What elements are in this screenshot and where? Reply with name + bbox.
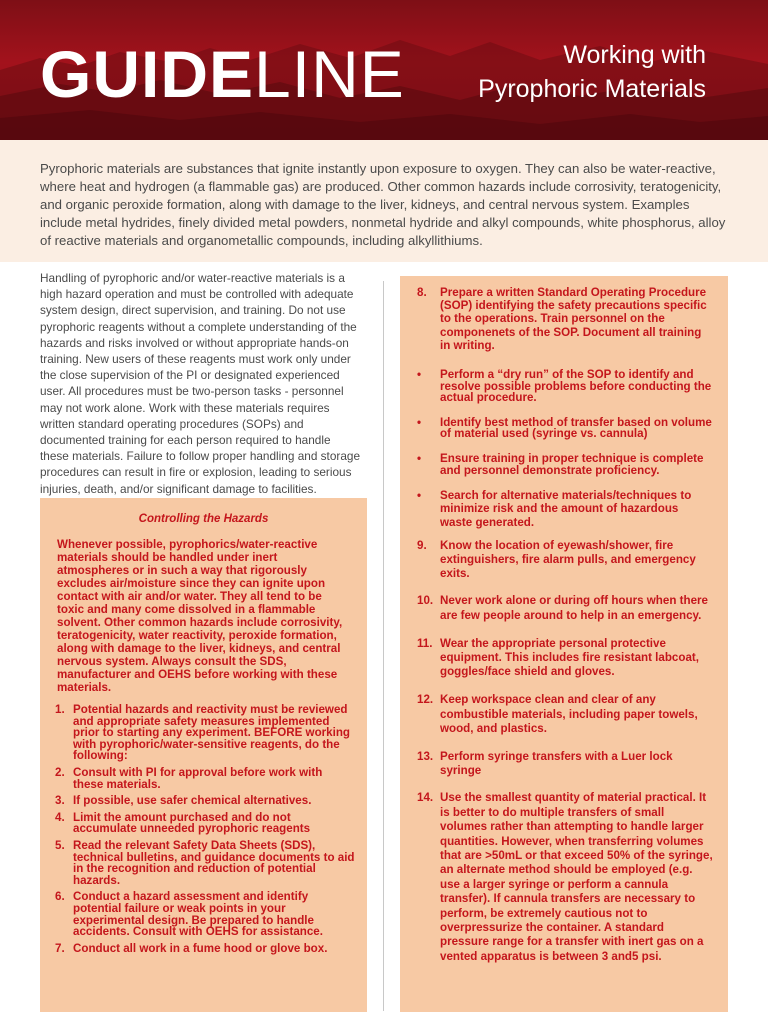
item-number: 4.: [55, 810, 65, 824]
column-divider: [383, 281, 384, 1011]
list-item: [417, 594, 713, 622]
controlling-hazards-box: [40, 498, 367, 1012]
item-text: Know the location of eyewash/shower, fire extinguishers, fire alarm pulls, and emergency exits.: [440, 538, 696, 581]
item-number: 8.: [417, 286, 427, 299]
item-text: Search for alternative materials/techniques to minimize risk and the amount of hazardous waste generated.: [440, 489, 692, 529]
item-text: Never work alone or during off hours when there are few people around to help in an emergency.: [440, 594, 708, 622]
list-item: [417, 750, 713, 778]
item-text: Prepare a written Standard Operating Procedure (SOP) identifying the safety precautions specific to the operations. Train personnel on the componenets of the SOP. Document all training in writing.: [440, 286, 707, 352]
item-number: 7.: [55, 941, 65, 955]
item-number: 2.: [55, 765, 65, 779]
list-item: [417, 693, 713, 736]
item-number: 13.: [417, 750, 434, 764]
item-text: Potential hazards and reactivity must be reviewed and appropriate safety measures implemented prior to starting any experiment. BEFORE working with pyrophoric/water-sensitive reagents, do the following:: [73, 703, 351, 763]
item-number: 12.: [417, 693, 434, 707]
list-item: [417, 286, 713, 352]
hazards-list: [55, 704, 355, 959]
hazards-intro: Whenever possible, pyrophorics/water-reactive materials should be handled under inert atmospheres or in such a way that rigorously excludes air/moisture since they can ignite upon contact with air and/or water. They all tend to be toxic and many come dissolved in a flammable solvent. Other common hazards include corrosivity, teratogenicity, water reactivity, peroxide formation, along with damage to the liver, kidneys, and central nervous system. Always consult the SDS, manufacturer and OEHS before working with these materials.: [57, 538, 343, 694]
item-text: Read the relevant Safety Data Sheets (SDS), technical bulletins, and guidance documents to aid in the recognition and reduction of potential hazards.: [73, 838, 355, 887]
item-number: 3.: [55, 794, 65, 808]
item-text: Limit the amount purchased and do not accumulate unneeded pyrophoric reagents: [73, 810, 311, 836]
item-text: Perform syringe transfers with a Luer lock syringe: [440, 750, 673, 778]
procedures-list: [417, 286, 713, 964]
item-text: Wear the appropriate personal protective equipment. This includes fire resistant labcoat, goggles/face shield and gloves.: [440, 636, 699, 679]
item-text: If possible, use safer chemical alternatives.: [73, 794, 312, 808]
list-item: [55, 943, 355, 955]
hazards-heading: Controlling the Hazards: [138, 513, 269, 525]
list-item: [417, 539, 713, 582]
item-text: Consult with PI for approval before work with these materials.: [73, 765, 323, 791]
item-text: Perform a “dry run” of the SOP to identify and resolve possible problems before conducting the actual procedure.: [440, 368, 712, 405]
item-number: 14.: [417, 791, 434, 805]
bullet-icon: •: [417, 368, 422, 382]
bullet-icon: •: [417, 489, 422, 503]
logo-light-text: LINE: [254, 37, 405, 111]
list-item: [417, 791, 713, 964]
bullet-icon: •: [417, 415, 422, 429]
item-text: Identify best method of transfer based on volume of material used (syringe vs. cannula): [440, 415, 712, 441]
intro-paragraph: Pyrophoric materials are substances that ignite instantly upon exposure to oxygen. They can also be water-reactive, where heat and hydrogen (a flammable gas) are produced. Other common hazards include corrosivity, teratogenicity, and organic peroxide formation, along with damage to the liver, kidneys, and central nervous system. Examples include metal hydrides, finely divided metal powders, nonmetal hydride and alkyl compounds, white phosphorus, alloy of reactive materials and organometallic compounds, including alkyllithiums.: [40, 161, 726, 248]
list-item: [55, 840, 355, 886]
item-number: 5.: [55, 838, 65, 852]
item-number: 1.: [55, 703, 65, 716]
list-item: [417, 369, 713, 404]
item-text: Use the smallest quantity of material practical. It is better to do multiple transfers of small volumes rather than attempting to handle larger quantities. However, when transferring volumes that are >50mL or that exceed 50% of the syringe, an alternate method should be employed (e.g. use a larger syringe or perform a cannula transfer). If cannula transfers are necessary to perform, be extremely cautious not to overpressurize the container. A standard pressure range for a transfer with inert gas on a vented apparatus is between 3 and5 psi.: [440, 791, 713, 963]
bullet-icon: •: [417, 451, 422, 465]
item-number: 6.: [55, 890, 65, 904]
list-item: [417, 417, 713, 440]
item-text: Ensure training in proper technique is complete and personnel demonstrate proficiency.: [440, 451, 704, 477]
item-number: 9.: [417, 538, 427, 552]
item-number: 11.: [417, 636, 433, 650]
list-item: [55, 704, 355, 762]
procedures-box: [400, 276, 728, 1012]
title-line-1: Working with: [563, 41, 706, 69]
handling-paragraph: Handling of pyrophoric and/or water-reactive materials is a high hazard operation and must be controlled with adequate system design, direct supervision, and training. Do not use pyrophoric reagents without a complete understanding of the hazards and risks involved or without appropriate hands-on training. New users of these reagents must work only under the close supervision of the PI or designated experienced user. All procedures must be two-person tasks - personnel may not work alone. Work with these materials requires written standard operating procedures (SOPs) and documented training for each person required to handle these materials. Failure to follow proper handling and storage procedures can result in fire or explosion, leading to serious injuries, death, and/or significant damage to facilities.: [40, 271, 361, 496]
item-text: Keep workspace clean and clear of any combustible materials, including paper towels, wood, and plastics.: [440, 693, 698, 735]
list-item: [55, 812, 355, 835]
header-banner: [0, 0, 768, 140]
document-title: [478, 38, 706, 106]
list-item: [417, 489, 713, 529]
list-item: [55, 891, 355, 937]
title-line-2: Pyrophoric Materials: [478, 75, 706, 103]
item-text: Conduct all work in a fume hood or glove box.: [73, 941, 328, 955]
guideline-logo: [40, 36, 405, 112]
item-text: Conduct a hazard assessment and identify potential failure or weak points in your experimental design. Be prepared to handle accidents. Consult with OEHS for assistance.: [73, 890, 323, 939]
list-item: [55, 767, 355, 790]
logo-bold-text: GUIDE: [40, 37, 255, 111]
item-number: 10.: [417, 594, 434, 608]
list-item: [417, 637, 713, 680]
intro-section: [0, 140, 768, 262]
list-item: [55, 795, 355, 807]
list-item: [417, 453, 713, 476]
